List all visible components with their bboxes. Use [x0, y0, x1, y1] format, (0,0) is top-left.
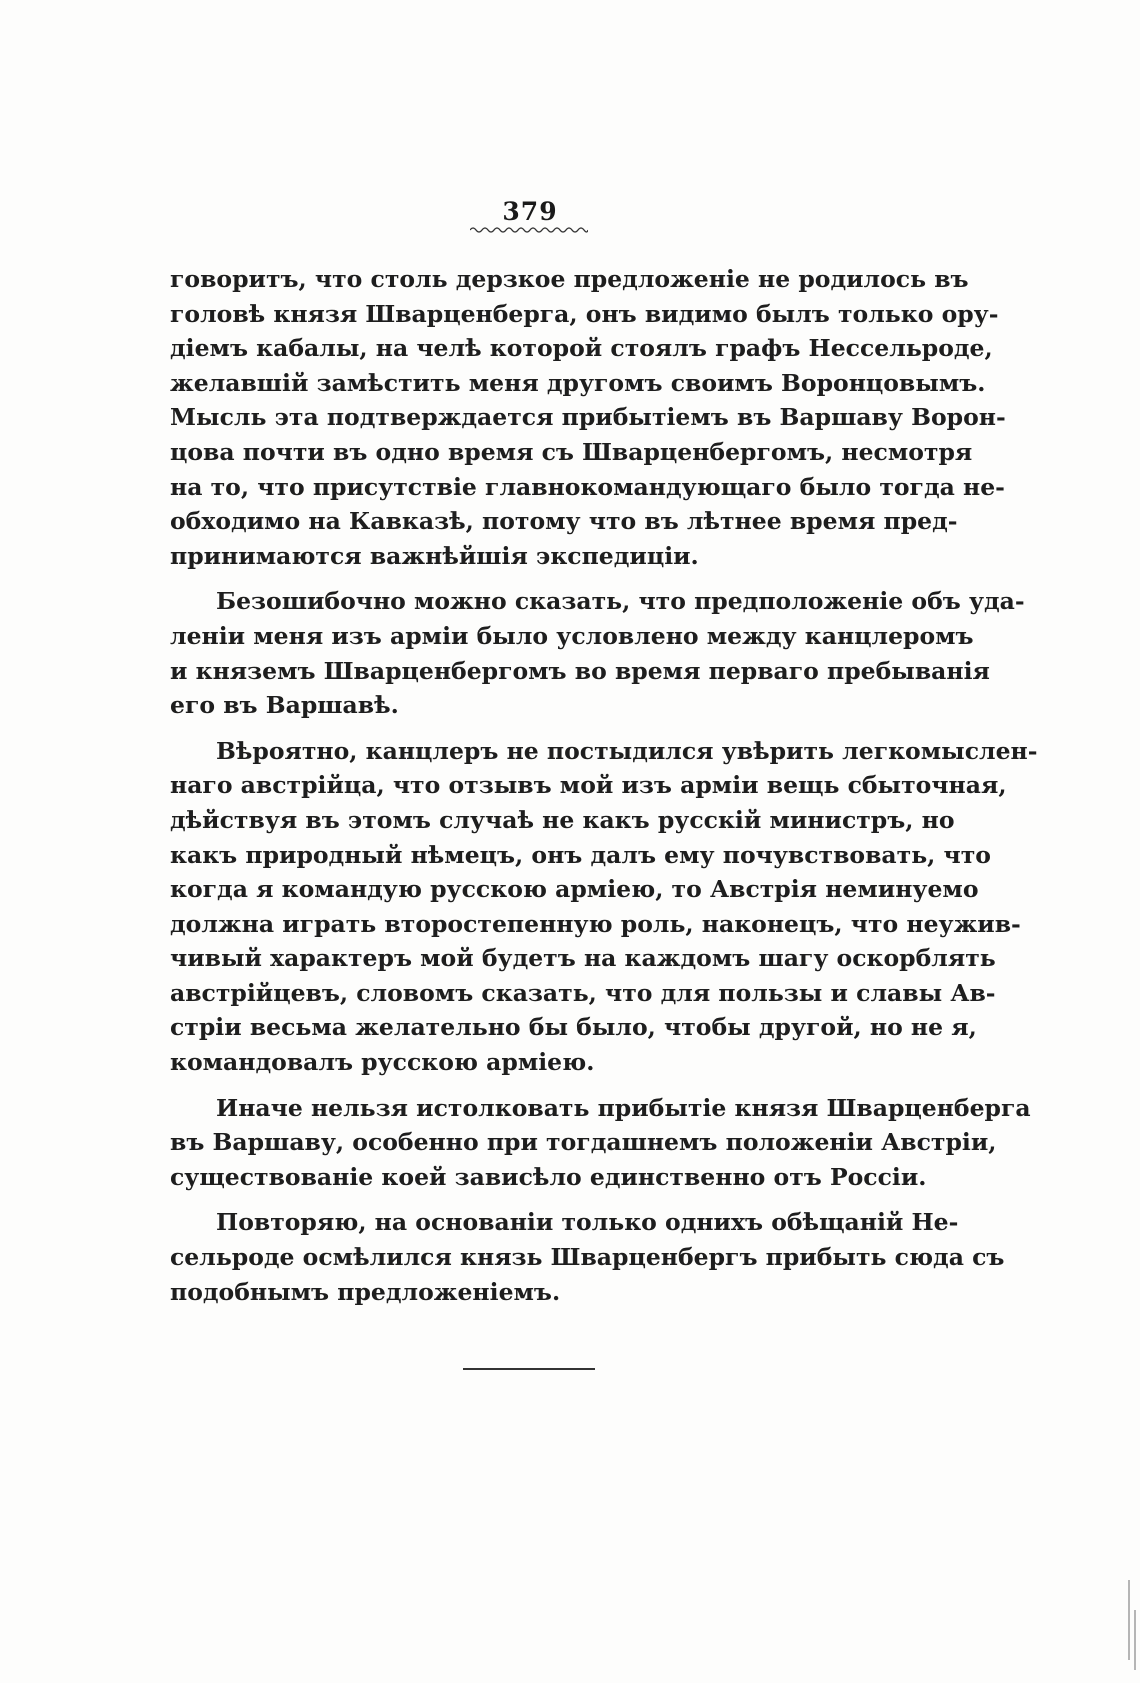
text-line: наго австрiйца, что отзывъ мой изъ армiи вещь сбыточная, [170, 771, 1007, 800]
text-line: говоритъ, что столь дерзкое предложенiе не родилось въ [170, 265, 969, 293]
text-line: въ Варшаву, особенно при тогдашнемъ положенiи Австрiи, [170, 1128, 997, 1157]
text-line: дѣйствуя въ этомъ случаѣ не какъ русскiй министръ, но [170, 805, 955, 834]
page-number: 379 [502, 197, 558, 226]
text-line: на то, что присутствiе главнокомандующаго было тогда не- [170, 472, 1005, 501]
text-line: дiемъ кабалы, на челѣ которой стоялъ графъ Нессельроде, [170, 334, 993, 363]
paragraph-4 [170, 1091, 1031, 1195]
text-line: Вѣроятно, канцлеръ не постыдился увѣрить легкомыслен- [216, 736, 1038, 765]
text-line: подобнымъ предложенiемъ. [170, 1277, 561, 1306]
text-line: сельроде осмѣлился князь Шварценбергъ прибыть сюда съ [170, 1243, 1005, 1272]
text-line: командовалъ русскою армiею. [170, 1048, 595, 1077]
text-line: ленiи меня изъ армiи было условлено между канцлеромъ [170, 621, 974, 650]
text-line: существованiе коей зависѣло единственно отъ Россiи. [170, 1162, 927, 1191]
end-rule [463, 1368, 595, 1370]
paragraph-3 [170, 734, 1038, 1080]
text-line: Иначе нельзя истолковать прибытiе князя Шварценберга [216, 1093, 1031, 1122]
text-line: какъ природный нѣмецъ, онъ далъ ему почувствовать, что [170, 840, 991, 869]
text-line: цова почти въ одно время съ Шварценбергомъ, несмотря [170, 437, 973, 466]
text-line: обходимо на Кавказѣ, потому что въ лѣтнее время пред- [170, 507, 958, 536]
body-text [170, 262, 1038, 1320]
text-line: Мысль эта подтверждается прибытiемъ въ Варшаву Ворон- [170, 403, 1006, 432]
text-line: желавшiй замѣстить меня другомъ своимъ Воронцовымъ. [170, 368, 986, 397]
paragraph-5 [170, 1205, 1005, 1309]
text-line: принимаются важнѣйшiя экспедицiи. [170, 541, 699, 570]
text-line: головѣ князя Шварценберга, онъ видимо былъ только ору- [170, 299, 999, 328]
text-line: должна играть второстепенную роль, наконецъ, что неужив- [170, 909, 1021, 938]
text-line: австрiйцевъ, словомъ сказать, что для пользы и славы Ав- [170, 978, 996, 1007]
paragraph-1 [170, 262, 1006, 573]
text-line: чивый характеръ мой будетъ на каждомъ шагу оскорблять [170, 944, 996, 973]
page-number-wavy-rule [470, 226, 588, 234]
scan-margin-mark [1134, 1610, 1136, 1670]
paragraph-2 [170, 584, 1025, 722]
text-line: его въ Варшавѣ. [170, 691, 399, 720]
text-line: Безошибочно можно сказать, что предположенiе объ уда- [216, 587, 1025, 616]
scan-margin-mark [1128, 1580, 1130, 1660]
text-line: Повторяю, на основанiи только однихъ обѣщанiй Не- [216, 1208, 959, 1237]
text-line: стрiи весьма желательно бы было, чтобы другой, но не я, [170, 1013, 977, 1042]
text-line: и княземъ Шварценбергомъ во время перваго пребыванiя [170, 656, 990, 685]
text-line: когда я командую русскою армiею, то Австрiя неминуемо [170, 875, 979, 904]
